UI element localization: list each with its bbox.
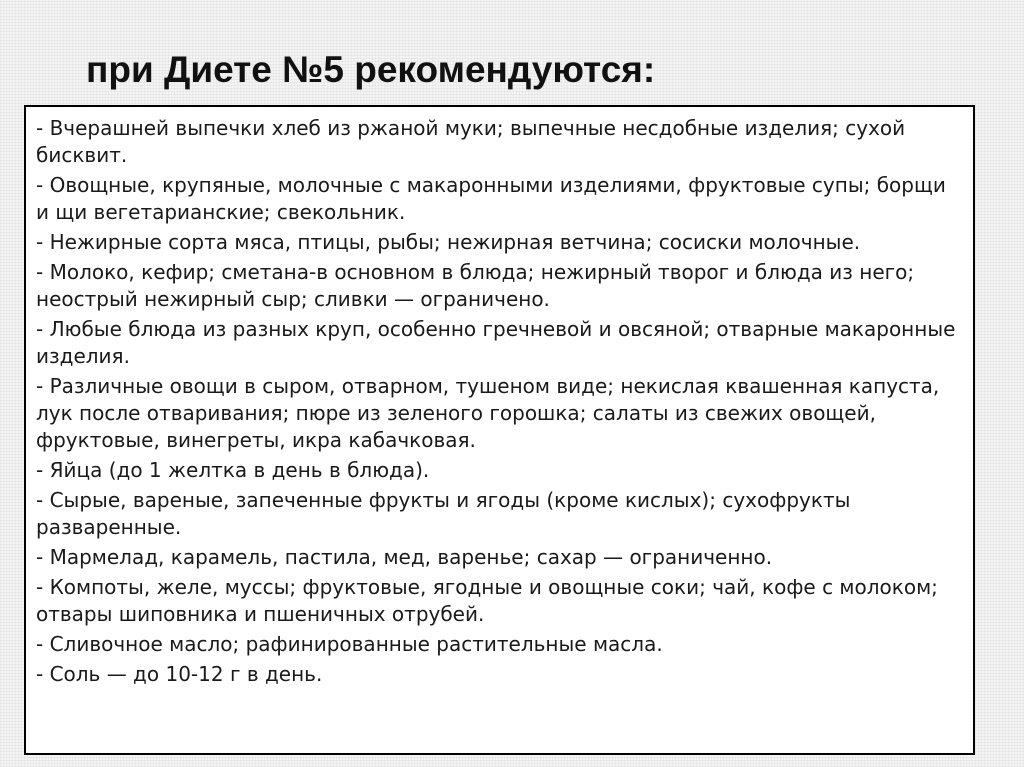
list-item: - Любые блюда из разных круп, особенно гречневой и овсяной; отварные макаронные изделия.	[36, 317, 956, 368]
list-item: - Молоко, кефир; сметана-в основном в блюда; нежирный творог и блюда из него; неострый нежирный сыр; сливки — ограничено.	[36, 260, 915, 311]
recommendations-box	[24, 105, 975, 755]
list-item: - Компоты, желе, муссы; фруктовые, ягодные и овощные соки; чай, кофе с молоком; отвары шиповника и пшеничных отрубей.	[36, 575, 938, 626]
list-item: - Различные овощи в сыром, отварном, тушеном виде; некислая квашенная капуста, лук после отваривания; пюре из зеленого горошка; салаты из свежих овощей, фруктовые, винегреты, икра кабачковая.	[36, 374, 940, 452]
list-item: - Вчерашней выпечки хлеб из ржаной муки; выпечные несдобные изделия; сухой бисквит.	[36, 116, 906, 167]
list-item: - Яйца (до 1 желтка в день в блюда).	[36, 458, 430, 482]
list-item: - Сырые, вареные, запеченные фрукты и ягоды (кроме кислых); сухофрукты разваренные.	[36, 488, 851, 539]
list-item: - Соль — до 10-12 г в день.	[36, 662, 323, 686]
list-item: - Овощные, крупяные, молочные с макаронными изделиями, фруктовые супы; борщи и щи вегетарианские; свекольник.	[36, 173, 946, 224]
slide-title: при Диете №5 рекомендуются:	[86, 49, 656, 90]
list-item: - Сливочное масло; рафинированные растительные масла.	[36, 632, 663, 656]
list-item: - Нежирные сорта мяса, птицы, рыбы; нежирная ветчина; сосиски молочные.	[36, 230, 861, 254]
list-item: - Мармелад, карамель, пастила, мед, варенье; сахар — ограниченно.	[36, 545, 773, 569]
